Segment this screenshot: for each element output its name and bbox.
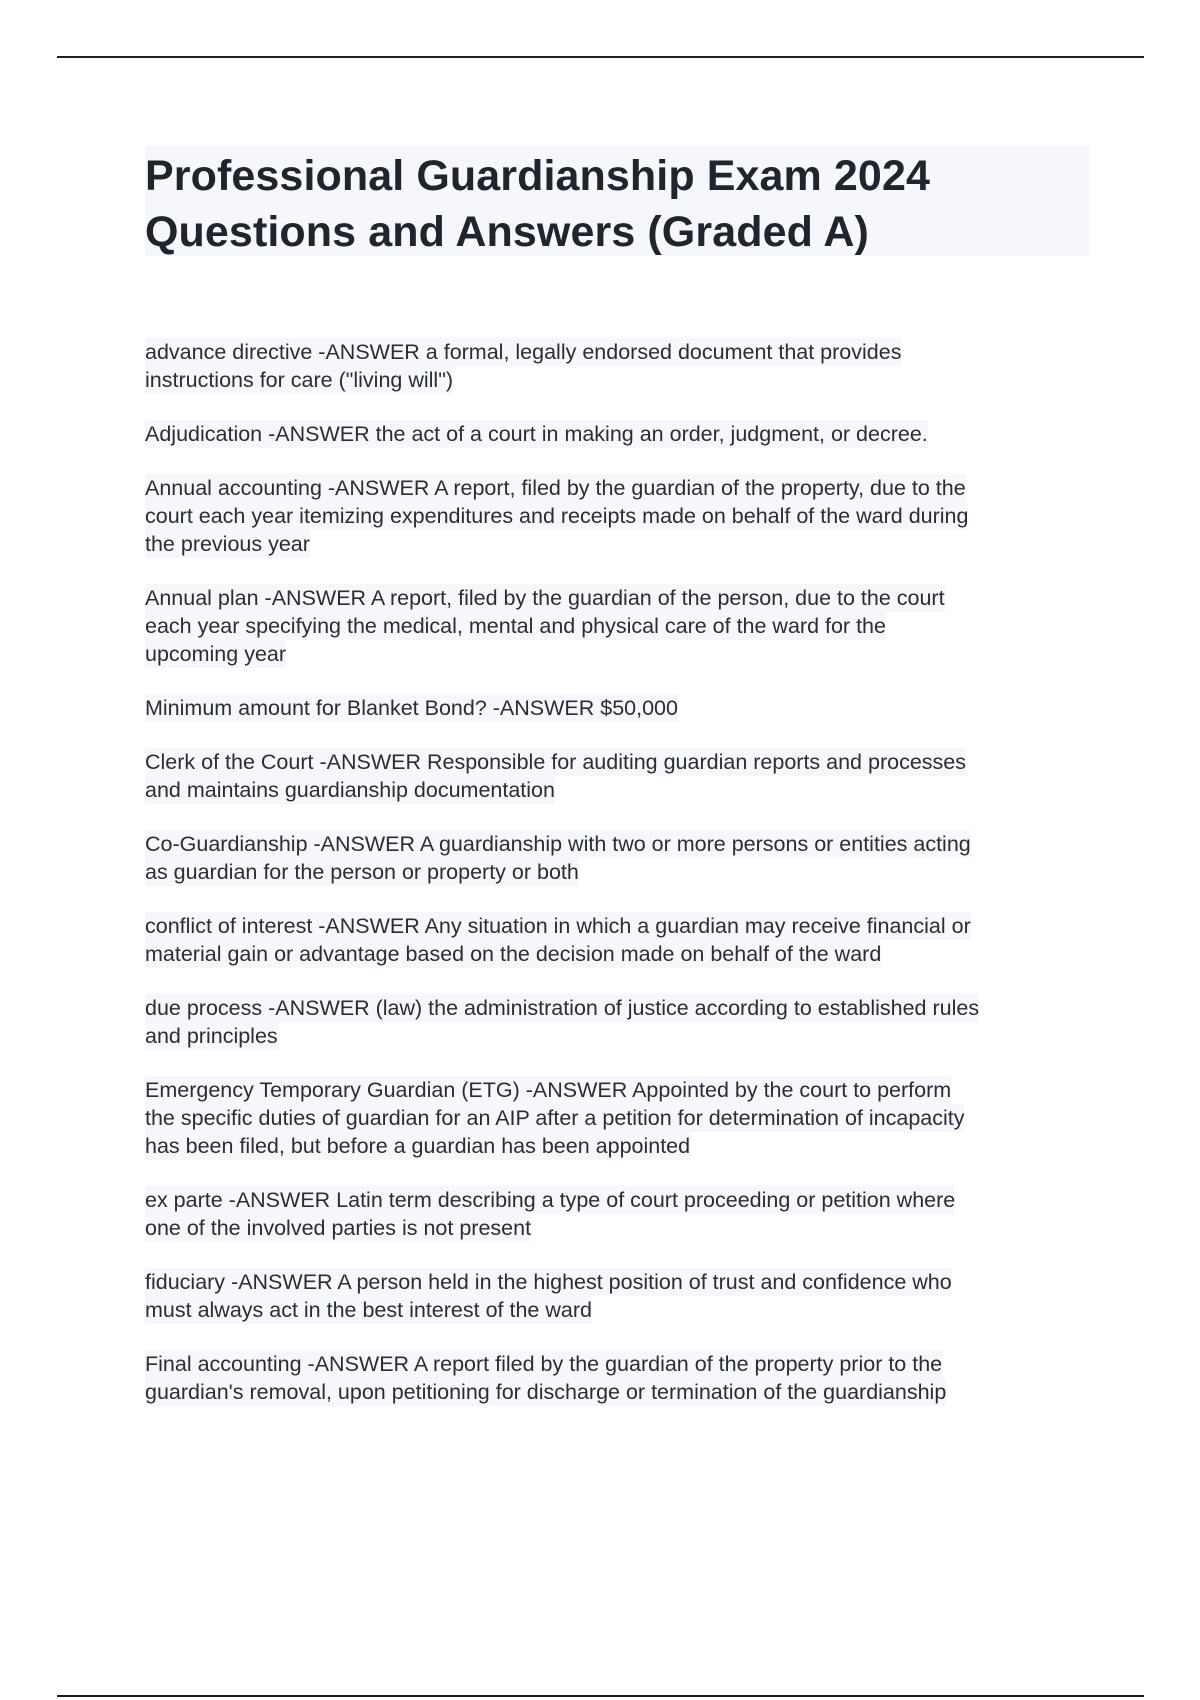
qa-entry-line: the previous year (145, 532, 310, 556)
qa-entry-line: and principles (145, 1024, 278, 1048)
qa-entry (145, 912, 1089, 968)
bottom-rule (57, 1695, 1144, 1697)
top-rule (57, 56, 1144, 58)
qa-entry-line: instructions for care ("living will") (145, 368, 453, 392)
qa-entry-line: guardian's removal, upon petitioning for discharge or termination of the guardianship (145, 1380, 947, 1404)
qa-entry-line: each year specifying the medical, mental and physical care of the ward for the (145, 614, 886, 638)
qa-entry (145, 420, 1089, 448)
qa-entry-line: must always act in the best interest of the ward (145, 1298, 592, 1322)
qa-entry-line: Annual plan -ANSWER A report, filed by the guardian of the person, due to the court (145, 586, 945, 610)
qa-entry-line: as guardian for the person or property or both (145, 860, 579, 884)
qa-entry (145, 1268, 1089, 1324)
title-line-2: Questions and Answers (Graded A) (145, 208, 869, 256)
qa-entry-line: court each year itemizing expenditures and receipts made on behalf of the ward during (145, 504, 969, 528)
qa-entry (145, 338, 1089, 394)
qa-entry-line: Emergency Temporary Guardian (ETG) -ANSWER Appointed by the court to perform (145, 1078, 952, 1102)
qa-entry-line: material gain or advantage based on the decision made on behalf of the ward (145, 942, 882, 966)
qa-entry-line: has been filed, but before a guardian has been appointed (145, 1134, 691, 1158)
qa-entry (145, 694, 1089, 722)
qa-entry-line: advance directive -ANSWER a formal, legally endorsed document that provides (145, 340, 902, 364)
qa-entry-line: Clerk of the Court -ANSWER Responsible for auditing guardian reports and processes (145, 750, 966, 774)
qa-entry (145, 1186, 1089, 1242)
qa-entry-line: Minimum amount for Blanket Bond? -ANSWER $50,000 (145, 696, 678, 720)
qa-entry (145, 584, 1089, 668)
qa-entry-line: fiduciary -ANSWER A person held in the highest position of trust and confidence who (145, 1270, 952, 1294)
qa-entry (145, 1076, 1089, 1160)
qa-entry-line: upcoming year (145, 642, 287, 666)
title-line-1: Professional Guardianship Exam 2024 (145, 152, 930, 200)
qa-entry (145, 994, 1089, 1050)
qa-entry-line: due process -ANSWER (law) the administration of justice according to established rules (145, 996, 980, 1020)
qa-entry (145, 474, 1089, 558)
qa-entry-line: and maintains guardianship documentation (145, 778, 555, 802)
qa-entry-line: Final accounting -ANSWER A report filed by the guardian of the property prior to the (145, 1352, 943, 1376)
qa-entry-line: one of the involved parties is not present (145, 1216, 532, 1240)
qa-entry (145, 748, 1089, 804)
qa-entry-line: ex parte -ANSWER Latin term describing a type of court proceeding or petition where (145, 1188, 956, 1212)
qa-entry-line: Adjudication -ANSWER the act of a court in making an order, judgment, or decree. (145, 422, 928, 446)
qa-entry (145, 1350, 1089, 1406)
qa-entry-line: Annual accounting -ANSWER A report, filed by the guardian of the property, due to the (145, 476, 966, 500)
qa-entry-line: Co-Guardianship -ANSWER A guardianship with two or more persons or entities acting (145, 832, 971, 856)
qa-entry (145, 830, 1089, 886)
document-title (145, 146, 1089, 256)
qa-entry-list (145, 338, 1089, 1406)
qa-entry-line: the specific duties of guardian for an AIP after a petition for determination of incapacity (145, 1106, 965, 1130)
qa-entry-line: conflict of interest -ANSWER Any situation in which a guardian may receive financial or (145, 914, 971, 938)
